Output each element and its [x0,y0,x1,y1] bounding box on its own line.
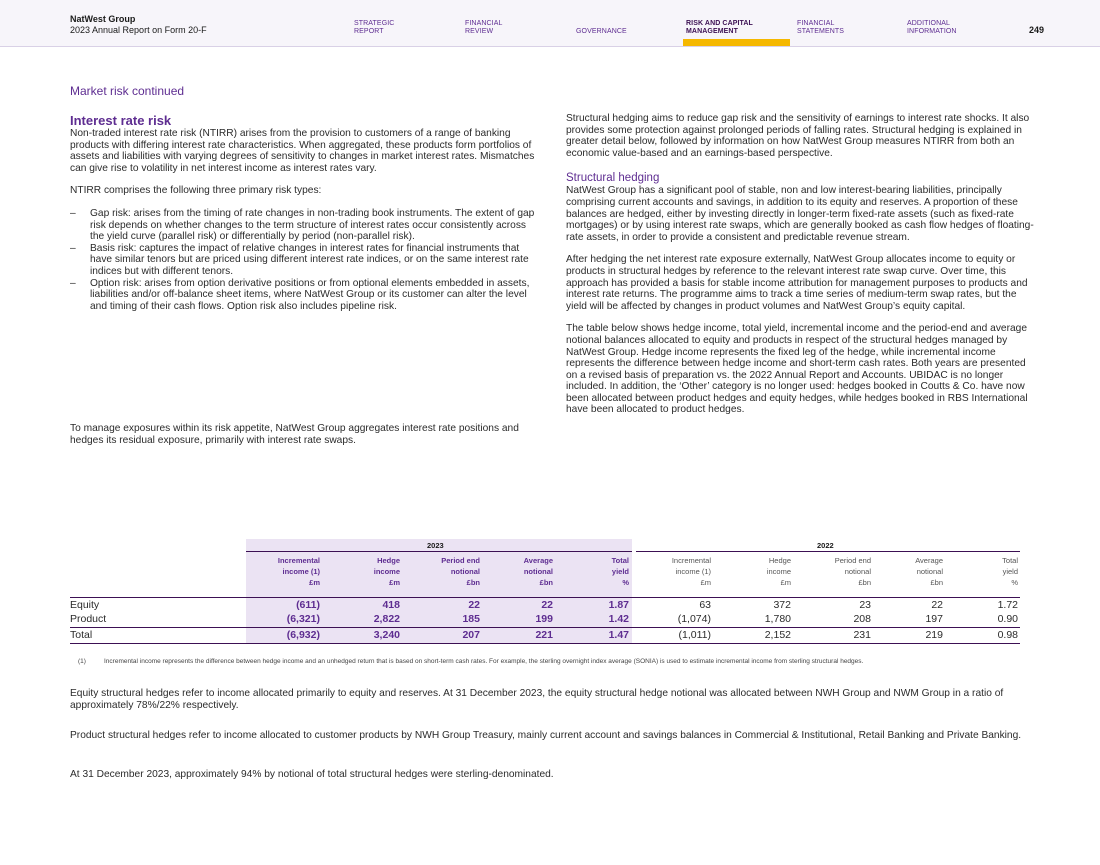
cell: 63 [699,599,711,611]
paragraph: The table below shows hedge income, total yield, incremental income and the period-end and average notional balances allocated to equity and products in respect of the structural hedges managed by NatWest Group. Hedge income represents the fixed leg of the hedge, while incremental income represents the difference between hedge income and short-term cash rates. Both years are presented on a revised basis of preparation vs. the 2022 Annual Report and Accounts. UBIDAC is no longer included. In addition, the ‘Other’ category is no longer used: hedges booked in Coutts & Co. have now been allocated between product hedges and equity hedges, while hedges booked in RBS International have been allocated to product hedges. [566,323,1028,416]
year-header-2023: 2023 [427,541,444,550]
nav-label: FINANCIAL [465,20,503,27]
header-line: Average [915,556,943,565]
cell: 1.42 [608,613,629,625]
cell: 1,780 [764,613,791,625]
nav-label: INFORMATION [907,28,957,35]
header-line: Average [523,556,553,565]
row-label: Total [70,629,93,641]
cell: 231 [853,629,871,641]
header-unit: % [622,578,629,587]
header-line: Period end [834,556,871,565]
nav-label: REPORT [354,28,384,35]
header-line: income [766,567,791,576]
header-unit: £bn [466,578,480,587]
col-header-average-notional-2022 [863,555,943,588]
nav-label: ADDITIONAL [907,20,951,27]
header-line: yield [611,567,629,576]
divider [636,551,1020,552]
cell: 1.72 [997,599,1018,611]
nav-label: MANAGEMENT [686,28,738,35]
header-line: notional [916,567,943,576]
paragraph: Product structural hedges refer to income allocated to customer products by NWH Group Treasury, mainly current account and savings balances in Commercial & Institutional, Retail Banking and Private Banking. [70,730,1022,741]
year-header-2022: 2022 [817,541,834,550]
col-header-total-yield-2022 [938,555,1018,588]
nav-label: FINANCIAL [797,20,835,27]
cell: (1,074) [677,613,711,625]
header-unit: £bn [858,578,871,587]
paragraph: At 31 December 2023, approximately 94% by notional of total structural hedges were sterling-denominated. [70,769,554,780]
row-label: Equity [70,599,100,611]
divider [70,627,1020,628]
paragraph: Equity structural hedges refer to income allocated primarily to equity and reserves. At 31 December 2023, the equity structural hedge notional was allocated between NWH Group and NWM Group in a ratio of approximately 78%/22% respectively. [70,688,1004,711]
header-line: yield [1002,567,1018,576]
paragraph: Structural hedging aims to reduce gap risk and the sensitivity of earnings to interest rate shocks. It also provides some protection against prolonged periods of falling rates. Structural hedging is explained in greater detail below, followed by information on how NatWest Group measures NTIRR from both an economic value-based and an earnings-based perspective. [566,113,1030,159]
cell: 22 [931,599,943,611]
section-kicker: Market risk continued [70,84,185,98]
footnote-text: Incremental income represents the difference between hedge income and an unhedged return that is based on short-term cash rates. For example, the sterling overnight index average (SONIA) is used to estimate incremental income from sterling structural hedges. [104,658,864,665]
risk-types-list [70,208,540,312]
paragraph: NTIRR comprises the following three primary risk types: [70,185,322,197]
header-unit: £m [389,578,400,587]
col-header-hedge-income-2023 [320,555,400,588]
nav-strategic-report[interactable] [354,20,394,36]
header-line: notional [844,567,871,576]
row-label: Product [70,613,107,625]
col-header-incremental-income-2023 [240,555,320,588]
cell: 0.90 [997,613,1018,625]
col-header-incremental-income-2022 [631,555,711,588]
header-line: Hedge [768,556,791,565]
cell: 197 [925,613,943,625]
list-item: – Option risk: arises from option derivative positions or from optional elements embedded in assets, liabilities and/or off-balance sheet items, where NatWest Group or its customer can alter the level and timing of their cash flows. Option risk also includes pipeline risk. [70,278,540,313]
paragraph: Non-traded interest rate risk (NTIRR) arises from the provision to customers of a range of banking products with differing interest rate characteristics. When aggregated, these products form portfolios of assets and liabilities with varying degrees of sensitivity to changes in market interest rates. Mismatches can give rise to volatility in net interest income as interest rates vary. [70,128,535,174]
header-unit: £m [700,578,711,587]
col-header-total-yield-2023 [549,555,629,588]
divider [70,643,1020,644]
cell: 199 [535,613,553,625]
cell: 1.87 [608,599,629,611]
nav-additional-information[interactable] [907,20,957,36]
nav-risk-capital-management[interactable] [686,20,753,36]
cell: 22 [468,599,480,611]
cell: (611) [296,599,320,611]
cell: 2,152 [764,629,791,641]
nav-financial-statements[interactable] [797,20,844,36]
cell: (6,321) [286,613,320,625]
nav-label: GOVERNANCE [576,28,627,35]
right-column [566,113,1036,416]
cell: 2,822 [373,613,400,625]
nav-label: STATEMENTS [797,28,845,35]
col-header-average-notional-2023 [473,555,553,588]
header-line: Incremental [277,556,320,565]
cell: 219 [925,629,943,641]
col-header-period-end-notional-2023 [400,555,480,588]
page-header [0,0,1100,47]
cell: (1,011) [678,629,711,641]
brand-block [70,14,207,36]
divider [246,551,632,552]
left-column [70,113,540,312]
header-unit: £bn [539,578,553,587]
cell: 185 [462,613,480,625]
header-line: Total [1002,556,1018,565]
nav-financial-review[interactable] [465,20,502,36]
cell: 418 [382,599,400,611]
header-line: notional [450,567,480,576]
header-unit: £m [780,578,791,587]
header-unit: £m [309,578,320,587]
brand-name: NatWest Group [70,14,136,24]
col-header-hedge-income-2022 [711,555,791,588]
paragraph: To manage exposures within its risk appetite, NatWest Group aggregates interest rate positions and hedges its residual exposure, primarily with interest rate swaps. [70,423,519,446]
cell: 0.98 [997,629,1018,641]
report-subtitle: 2023 Annual Report on Form 20-F [70,25,207,35]
list-item: – Basis risk: captures the impact of relative changes in interest rates for financial instruments that have similar tenors but are priced using different interest rate indices, or on the same interest rate indices but with different tenors. [70,243,540,278]
header-unit: £bn [930,578,943,587]
cell: 23 [859,599,871,611]
cell: 3,240 [373,629,400,641]
header-line: Total [611,556,629,565]
paragraph: After hedging the net interest rate exposure externally, NatWest Group allocates income to equity or products in structural hedges by reference to the relevant interest rate swap curve. Over time, this approach has provided a basis for stable income attribution for management purposes to products and interest rate returns. The programme aims to track a time series of medium-term swap rates, but the yield will be affected by changes in product volumes and NatWest Group’s equity capital. [566,254,1028,312]
footnote [70,657,1030,666]
cell: 372 [773,599,791,611]
paragraph: NatWest Group has a significant pool of stable, non and low interest-bearing liabilities, principally comprising current accounts and savings, in addition to its equity and reserves. A proportion of these balances are hedged, either by investing directly in longer-term fixed-rate assets (such as fixed-rate mortgages) or by using interest rate swaps, which are generally booked as cash flow hedges of floating-rate assets, in order to provide a consistent and predictable revenue stream. [566,185,1034,243]
cell: 208 [853,613,871,625]
header-line: income (1) [675,567,711,576]
cell: 207 [462,629,480,641]
nav-label: REVIEW [465,28,494,35]
cell: (6,932) [286,629,320,641]
heading-interest-rate-risk: Interest rate risk [70,113,172,128]
divider [70,597,1020,598]
list-item: – Gap risk: arises from the timing of rate changes in non-trading book instruments. The extent of gap risk depends on whether changes to the term structure of interest rates occur consistently across the yield curve (parallel risk) or differentially by period (non-parallel risk). [70,208,540,243]
nav-governance[interactable] [576,28,627,36]
page-number: 249 [1029,25,1045,35]
active-nav-indicator [683,39,790,46]
nav-label: RISK AND CAPITAL [686,20,753,27]
cell: 1.47 [608,629,629,641]
heading-structural-hedging: Structural hedging [566,172,660,185]
nav-label: STRATEGIC [354,20,395,27]
col-header-period-end-notional-2022 [791,555,871,588]
header-line: Hedge [377,556,400,565]
header-line: income [373,567,400,576]
header-line: income (1) [282,567,320,576]
header-unit: % [1011,578,1018,587]
header-line: Period end [441,556,480,565]
left-column-closing [70,423,540,446]
cell: 221 [535,629,553,641]
footnote-mark: (1) [78,658,86,665]
header-line: notional [523,567,553,576]
cell: 22 [541,599,553,611]
header-line: Incremental [671,556,711,565]
